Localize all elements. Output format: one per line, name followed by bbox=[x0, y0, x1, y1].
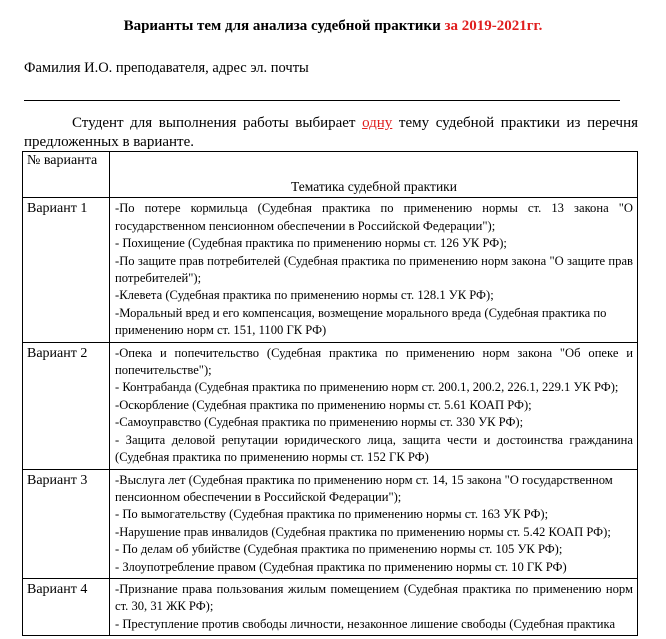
topic-item: -По защите прав потребителей (Судебная практика по применению норм закона "О защите прав потребителей"); bbox=[115, 253, 633, 286]
topic-item: -Клевета (Судебная практика по применению нормы ст. 128.1 УК РФ); bbox=[115, 288, 494, 303]
teacher-line: Фамилия И.О. преподавателя, адрес эл. почты bbox=[24, 60, 309, 76]
header-topics: Тематика судебной практики bbox=[110, 152, 638, 198]
table-row bbox=[23, 198, 638, 342]
topic-item: - Похищение (Судебная практика по применению нормы ст. 126 УК РФ); bbox=[115, 236, 507, 251]
table-row bbox=[23, 469, 638, 578]
header-variant: № варианта bbox=[23, 152, 110, 198]
topic-item: - Злоупотребление правом (Судебная практика по применению нормы ст. 10 ГК РФ) bbox=[115, 559, 567, 574]
intro-after: тему судебной практики из перечня предложенных в варианте. bbox=[24, 115, 639, 150]
topic-item: - По делам об убийстве (Судебная практика по применению нормы ст. 105 УК РФ); bbox=[115, 542, 563, 557]
title-main: Варианты тем для анализа судебной практики bbox=[123, 18, 445, 34]
variant-label: Вариант 4 bbox=[23, 578, 110, 635]
topic-item: -Самоуправство (Судебная практика по применению нормы ст. 330 УК РФ); bbox=[115, 415, 524, 430]
variant-label: Вариант 2 bbox=[23, 342, 110, 469]
topic-item: -Моральный вред и его компенсация, возмещение морального вреда (Судебная практика по применению норм ст. 151, 1100 ГК РФ) bbox=[115, 305, 607, 338]
topic-item: -Оскорбление (Судебная практика по применению нормы ст. 5.61 КОАП РФ); bbox=[115, 397, 532, 412]
topics-cell bbox=[110, 469, 638, 578]
document-title bbox=[0, 18, 666, 35]
topics-cell bbox=[110, 342, 638, 469]
intro-paragraph bbox=[24, 114, 638, 152]
topic-item: - Защита деловой репутации юридического лица, защита чести и достоинства гражданина (Судебная практика по применению нормы ст. 152 ГК РФ) bbox=[115, 432, 633, 465]
topic-item: - Преступление против свободы личности, незаконное лишение свободы (Судебная практика bbox=[115, 616, 616, 631]
intro-highlight: одну bbox=[362, 115, 393, 131]
topics-table bbox=[22, 151, 638, 636]
topic-item: -По потере кормильца (Судебная практика по применению нормы ст. 13 закона "О государственном пенсионном обеспечении в Российской Федерации"); bbox=[115, 201, 633, 233]
topic-item: - Контрабанда (Судебная практика по применению норм ст. 200.1, 200.2, 226.1, 229.1 УК РФ); bbox=[115, 380, 619, 395]
variant-label: Вариант 1 bbox=[23, 198, 110, 342]
topic-item: -Опека и попечительство (Судебная практика по применению норм закона "Об опеке и попечительстве"); bbox=[115, 345, 633, 378]
table-row bbox=[23, 578, 638, 635]
intro-before: Студент для выполнения работы выбирает bbox=[72, 115, 363, 131]
topics-cell bbox=[110, 578, 638, 635]
topic-item: -Признание права пользования жилым помещением (Судебная практика по применению норм ст. 30, 31 ЖК РФ); bbox=[115, 581, 633, 614]
signature-line bbox=[24, 100, 620, 101]
variant-label: Вариант 3 bbox=[23, 469, 110, 578]
topic-item: -Выслуга лет (Судебная практика по применению норм ст. 14, 15 закона "О государственном пенсионном обеспечении в Российской Федерации"); bbox=[115, 472, 613, 504]
table-header-row bbox=[23, 152, 638, 198]
topic-item: - По вымогательству (Судебная практика по применению нормы ст. 163 УК РФ); bbox=[115, 507, 549, 522]
topic-item: -Нарушение прав инвалидов (Судебная практика по применению нормы ст. 5.42 КОАП РФ); bbox=[115, 524, 611, 539]
topics-cell bbox=[110, 198, 638, 342]
title-period: за 2019-2021гг. bbox=[444, 18, 543, 34]
table-row bbox=[23, 342, 638, 469]
